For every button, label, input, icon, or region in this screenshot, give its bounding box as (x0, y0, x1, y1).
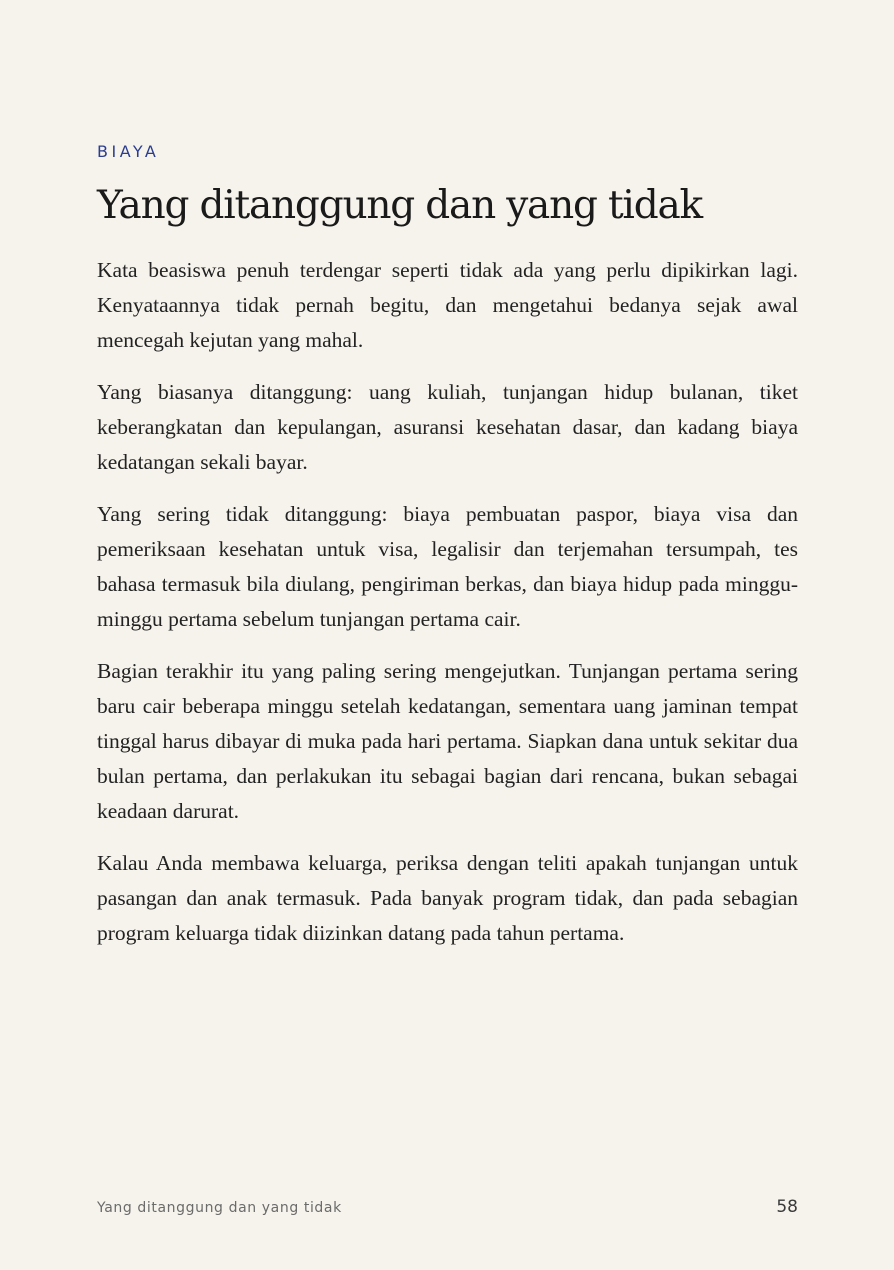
page-number: 58 (776, 1197, 798, 1217)
paragraph: Kalau Anda membawa keluarga, periksa dengan teliti apakah tunjangan untuk pasangan dan anak termasuk. Pada banyak program tidak, dan pada sebagian program keluarga tidak diizinkan datang pada tahun pertama. (97, 851, 798, 945)
body-text (97, 253, 798, 968)
running-footer-title: Yang ditanggung dan yang tidak (97, 1200, 342, 1216)
paragraph: Yang sering tidak ditanggung: biaya pembuatan paspor, biaya visa dan pemeriksaan kesehatan untuk visa, legalisir dan terjemahan tersumpah, tes bahasa termasuk bila diulang, pengiriman berkas, dan biaya hidup pada minggu-minggu pertama sebelum tunjangan pertama cair. (97, 502, 798, 631)
paragraph: Yang biasanya ditanggung: uang kuliah, tunjangan hidup bulanan, tiket keberangkatan dan kepulangan, asuransi kesehatan dasar, dan kadang biaya kedatangan sekali bayar. (97, 380, 798, 474)
paragraph: Bagian terakhir itu yang paling sering mengejutkan. Tunjangan pertama sering baru cair beberapa minggu setelah kedatangan, sementara uang jaminan tempat tinggal harus dibayar di muka pada hari pertama. Siapkan dana untuk sekitar dua bulan pertama, dan perlakukan itu sebagai bagian dari rencana, bukan sebagai keadaan darurat. (97, 659, 798, 823)
paragraph: Kata beasiswa penuh terdengar seperti tidak ada yang perlu dipikirkan lagi. Kenyataannya tidak pernah begitu, dan mengetahui bedanya sejak awal mencegah kejutan yang mahal. (97, 258, 798, 352)
section-kicker: BIAYA (97, 142, 160, 161)
page-title: Yang ditanggung dan yang tidak (97, 183, 702, 228)
